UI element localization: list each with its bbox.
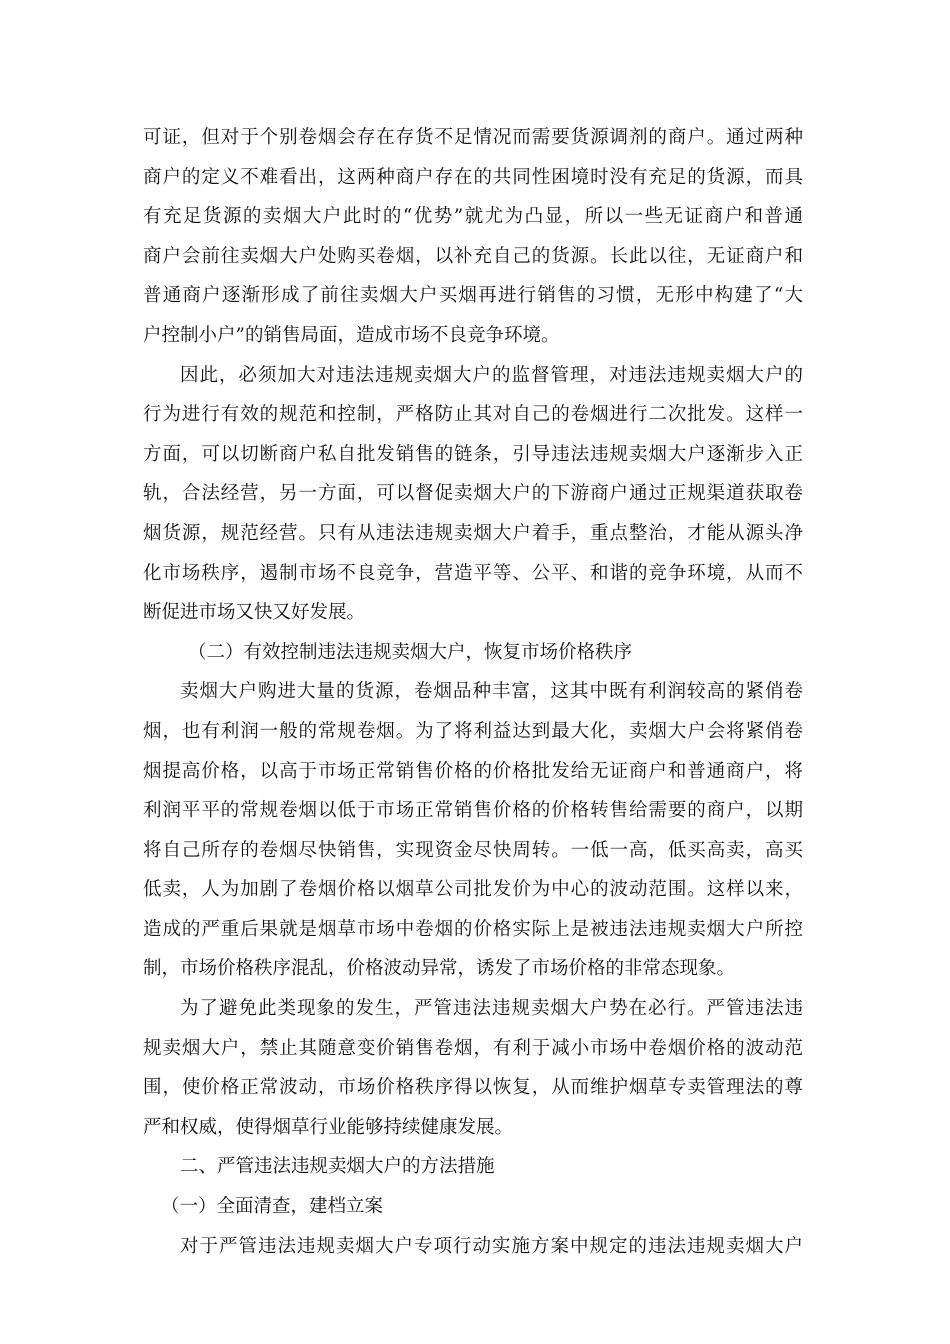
subsection-heading: （一）全面清查，建档立案 bbox=[161, 1196, 384, 1218]
text-line: 普通商户逐渐形成了前往卖烟大户买烟再进行销售的习惯，无形中构建了“大 bbox=[143, 285, 803, 307]
text-line: 造成的严重后果就是烟草市场中卷烟的价格实际上是被违法违规卖烟大户所控 bbox=[143, 918, 803, 940]
text-line: 将自己所存的卷烟尽快销售，实现资金尽快周转。一低一高，低买高卖，高买 bbox=[143, 839, 803, 861]
text-line: 有充足货源的卖烟大户此时的“优势”就尤为凸显，所以一些无证商户和普通 bbox=[143, 206, 803, 228]
text-line: 对于严管违法违规卖烟大户专项行动实施方案中规定的违法违规卖烟大户 bbox=[180, 1235, 803, 1257]
text-line: 方面，可以切断商户私自批发销售的链条，引导违法违规卖烟大户逐渐步入正 bbox=[143, 443, 803, 465]
text-line: 断促进市场又快又好发展。 bbox=[143, 602, 366, 624]
document-body bbox=[143, 118, 803, 1266]
section-heading: 二、严管违法违规卖烟大户的方法措施 bbox=[180, 1156, 495, 1178]
text-line: 可证，但对于个别卷烟会存在存货不足情况而需要货源调剂的商户。通过两种 bbox=[143, 127, 803, 148]
text-line: 化市场秩序，遏制市场不良竞争，营造平等、公平、和谐的竞争环境，从而不 bbox=[143, 562, 803, 584]
section-heading: （二）有效控制违法违规卖烟大户，恢复市场价格秩序 bbox=[188, 641, 633, 663]
text-line: 商户会前往卖烟大户处购买卷烟，以补充自己的货源。长此以往，无证商户和 bbox=[143, 245, 803, 267]
text-line: 烟，也有利润一般的常规卷烟。为了将利益达到最大化，卖烟大户会将紧俏卷 bbox=[143, 720, 803, 742]
text-line: 商户的定义不难看出，这两种商户存在的共同性困境时没有充足的货源，而具 bbox=[143, 166, 803, 188]
text-line: 严和权威，使得烟草行业能够持续健康发展。 bbox=[143, 1116, 514, 1138]
text-line: 制，市场价格秩序混乱，价格波动异常，诱发了市场价格的非常态现象。 bbox=[143, 958, 736, 980]
text-line: 围，使价格正常波动，市场价格秩序得以恢复，从而维护烟草专卖管理法的尊 bbox=[143, 1077, 803, 1099]
text-line: 卖烟大户购进大量的货源，卷烟品种丰富，这其中既有利润较高的紧俏卷 bbox=[180, 681, 803, 703]
text-line: 低卖，人为加剧了卷烟价格以烟草公司批发价为中心的波动范围。这样以来， bbox=[143, 879, 803, 901]
text-line: 烟提高价格，以高于市场正常销售价格的价格批发给无证商户和普通商户，将 bbox=[143, 760, 803, 782]
text-line: 为了避免此类现象的发生，严管违法违规卖烟大户势在必行。严管违法违 bbox=[180, 998, 803, 1020]
text-line: 利润平平的常规卷烟以低于市场正常销售价格的价格转售给需要的商户，以期 bbox=[143, 800, 803, 822]
text-line: 规卖烟大户，禁止其随意变价销售卷烟，有利于减小市场中卷烟价格的波动范 bbox=[143, 1037, 803, 1059]
text-line: 烟货源，规范经营。只有从违法违规卖烟大户着手，重点整治，才能从源头净 bbox=[143, 522, 803, 544]
text-line: 因此，必须加大对违法违规卖烟大户的监督管理，对违法违规卖烟大户的 bbox=[180, 364, 803, 386]
text-line: 行为进行有效的规范和控制，严格防止其对自己的卷烟进行二次批发。这样一 bbox=[143, 404, 803, 426]
text-line: 轨，合法经营，另一方面，可以督促卖烟大户的下游商户通过正规渠道获取卷 bbox=[143, 483, 803, 505]
text-line: 户控制小户”的销售局面，造成市场不良竞争环境。 bbox=[143, 324, 560, 346]
